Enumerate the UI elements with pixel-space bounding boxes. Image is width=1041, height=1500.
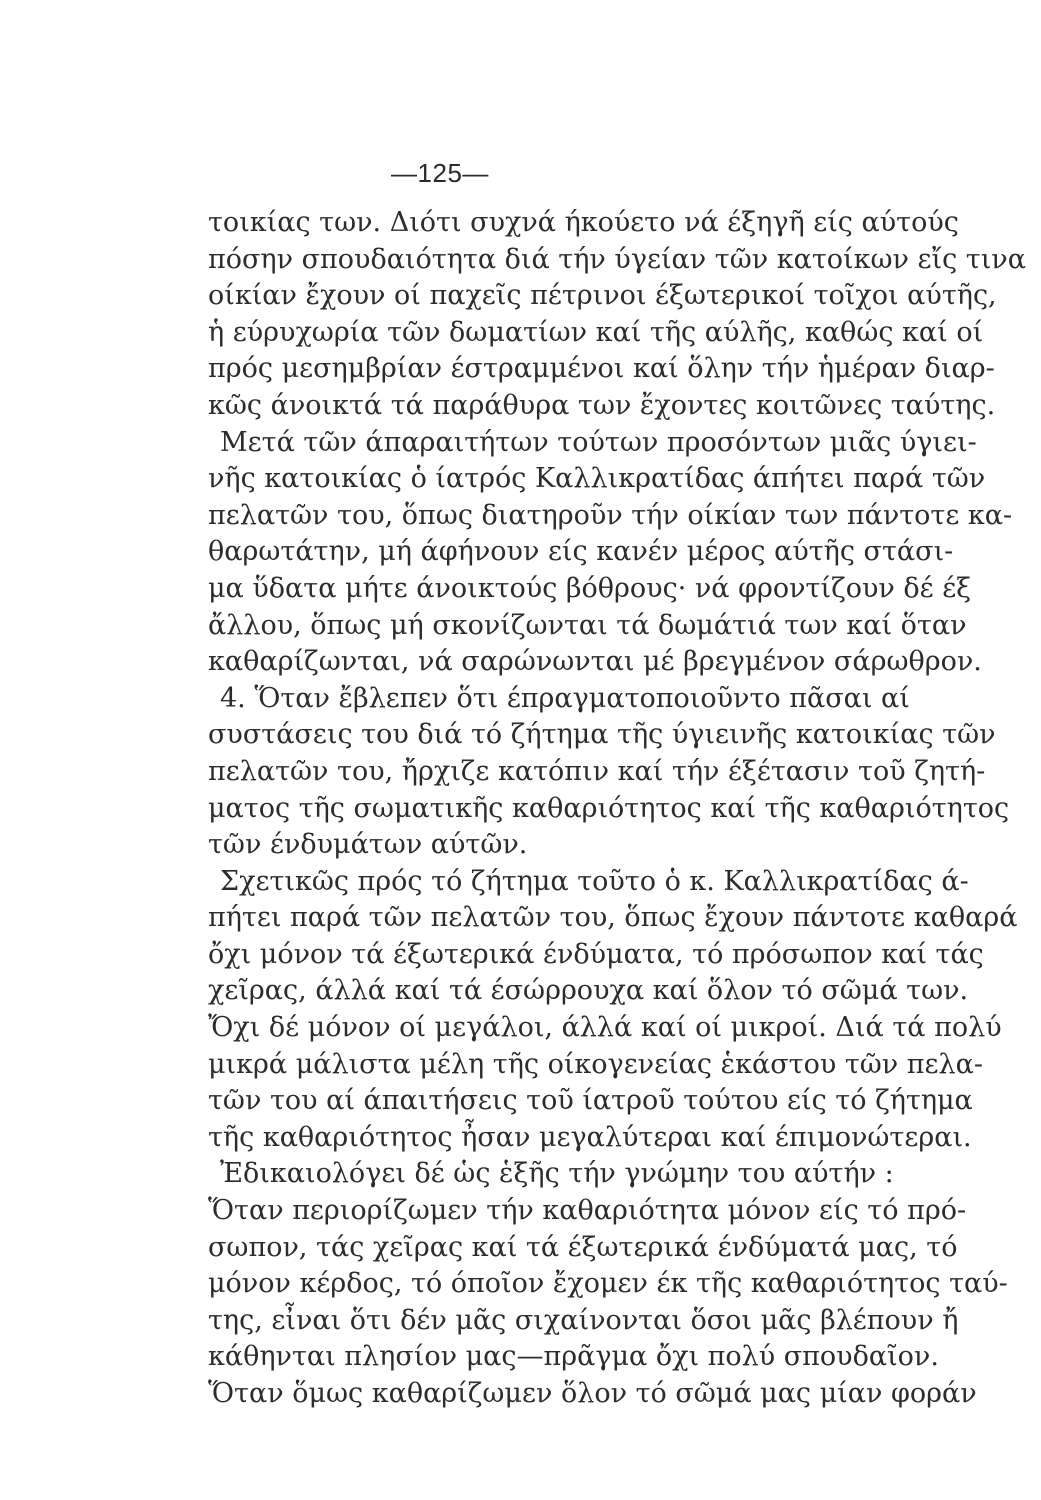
text-line: χεῖρας, άλλά καί τά έσώρρουχα καί ὅλον τό σῶμά των. — [208, 975, 969, 1007]
text-line: τῶν του αί άπαιτήσεις τοῦ ίατροῦ τούτου είς τό ζήτημα — [208, 1085, 973, 1117]
text-line: συστάσεις του διά τό ζήτημα τῆς ύγιεινῆς κατοικίας τῶν — [208, 719, 996, 751]
body-text — [208, 205, 1026, 1413]
text-line: πρός μεσημβρίαν έστραμμένοι καί ὅλην τήν ἡμέραν διαρ- — [208, 353, 995, 385]
text-line: θαρωτάτην, μή άφήνουν είς κανέν μέρος αύτῆς στάσι- — [208, 536, 954, 568]
text-line: οίκίαν ἔχουν οί παχεῖς πέτρινοι έξωτερικοί τοῖχοι αύτῆς, — [208, 280, 997, 312]
text-line: Ὅταν ὅμως καθαρίζωμεν ὅλον τό σῶμά μας μίαν φοράν — [208, 1378, 977, 1409]
text-line: ματος τῆς σωματικῆς καθαριότητος καί τῆς καθαριότητος — [208, 792, 1010, 824]
text-line: Ἐδικαιολόγει δέ ὡς ἑξῆς τήν γνώμην του αύτήν : — [220, 1158, 894, 1190]
text-line: πόσην σπουδαιότητα διά τήν ύγείαν τῶν κατοίκων εἴς τινα — [208, 243, 1026, 275]
text-line: κῶς άνοικτά τά παράθυρα των ἔχοντες κοιτῶνες ταύτης. — [208, 389, 996, 421]
text-line: τῆς καθαριότητος ἦσαν μεγαλύτεραι καί έπιμονώτεραι. — [208, 1121, 972, 1153]
text-line: Ὅταν περιορίζωμεν τήν καθαριότητα μόνον είς τό πρό- — [208, 1195, 967, 1227]
text-line: ἄλλου, ὅπως μή σκονίζωνται τά δωμάτιά των καί ὅταν — [208, 609, 967, 641]
text-line: πήτει παρά τῶν πελατῶν του, ὅπως ἔχουν πάντοτε καθαρά — [208, 902, 1018, 934]
text-line: καθαρίζωνται, νά σαρώνωνται μέ βρεγμένον σάρωθρον. — [208, 646, 982, 678]
text-line: σωπον, τάς χεῖρας καί τά έξωτερικά ένδύματά μας, τό — [208, 1231, 958, 1263]
text-line: της, εἶναι ὅτι δέν μᾶς σιχαίνονται ὅσοι μᾶς βλέπουν ἤ — [208, 1304, 959, 1336]
text-line: Σχετικῶς πρός τό ζήτημα τοῦτο ὁ κ. Καλλικρατίδας ά- — [220, 865, 969, 897]
text-line: 4. Ὅταν ἔβλεπεν ὅτι έπραγματοποιοῦντο πᾶσαι αί — [220, 682, 910, 714]
text-line: ὄχι μόνον τά έξωτερικά ένδύματα, τό πρόσωπον καί τάς — [208, 938, 984, 970]
text-line: πελατῶν του, ὅπως διατηροῦν τήν οίκίαν των πάντοτε κα- — [208, 499, 1013, 531]
text-line: ἡ εύρυχωρία τῶν δωματίων καί τῆς αύλῆς, καθώς καί οί — [208, 316, 984, 348]
text-line: Μετά τῶν άπαραιτήτων τούτων προσόντων μιᾶς ύγιει- — [220, 426, 977, 458]
text-line: κάθηνται πλησίον μας—πρᾶγμα ὄχι πολύ σπουδαῖον. — [208, 1341, 939, 1373]
text-line: μόνον κέρδος, τό όποῖον ἔχομεν έκ τῆς καθαριότητος ταύ- — [208, 1268, 1008, 1300]
page-number: —125— — [391, 158, 489, 188]
text-line: νῆς κατοικίας ὁ ίατρός Καλλικρατίδας άπήτει παρά τῶν — [208, 463, 986, 495]
text-line: πελατῶν του, ἤρχιζε κατόπιν καί τήν έξέτασιν τοῦ ζητή- — [208, 755, 986, 787]
text-line: μικρά μάλιστα μέλη τῆς οίκογενείας ἑκάστου τῶν πελα- — [208, 1048, 983, 1080]
text-line: μα ὕδατα μήτε άνοικτούς βόθρους· νά φροντίζουν δέ έξ — [208, 572, 972, 604]
text-line: Ὄχι δέ μόνον οί μεγάλοι, άλλά καί οί μικροί. Διά τά πολύ — [208, 1012, 1002, 1044]
text-line: τοικίας των. Διότι συχνά ήκούετο νά έξηγῆ είς αύτούς — [208, 207, 959, 238]
text-line: τῶν ένδυμάτων αύτῶν. — [208, 829, 528, 861]
